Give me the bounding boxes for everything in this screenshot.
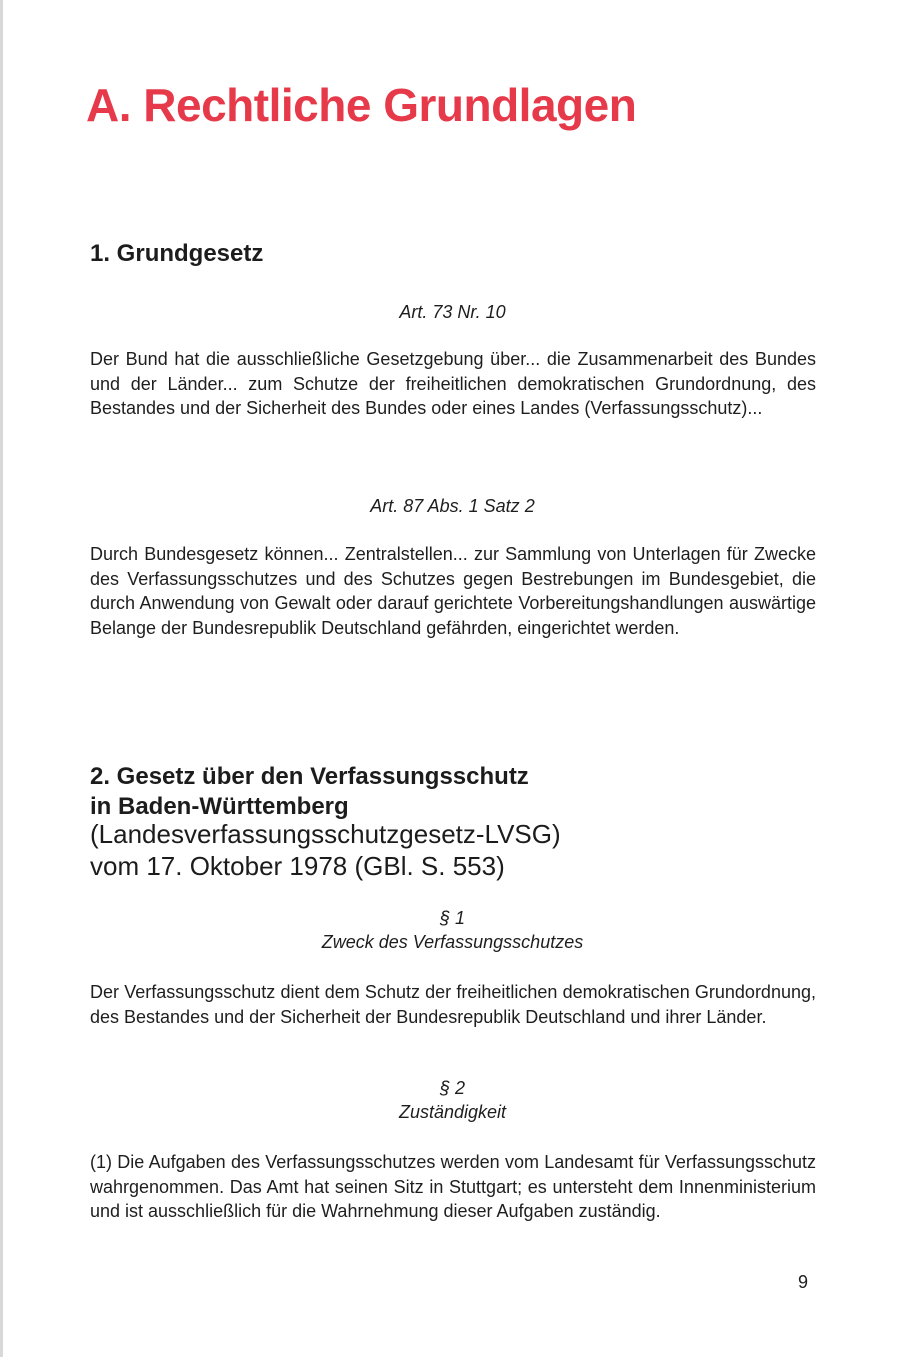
section-heading-lvsg: [90, 762, 529, 822]
paragraph-number: § 2: [439, 1078, 466, 1098]
law-subtitle-line: (Landesverfassungsschutzgesetz-LVSG): [90, 819, 561, 849]
paragraph-title: Zuständigkeit: [398, 1102, 507, 1122]
section-heading-line: in Baden-Württemberg: [90, 793, 349, 820]
law-subtitle-line: vom 17. Oktober 1978 (GBl. S. 553): [90, 851, 505, 881]
paragraph-title: Zweck des Verfassungsschutzes: [321, 932, 584, 952]
section-heading-grundgesetz: 1. Grundgesetz: [90, 240, 264, 267]
section-heading-line: 2. Gesetz über den Verfassungsschutz: [90, 763, 529, 790]
page-edge: [0, 0, 3, 1357]
law-subtitle: [90, 818, 561, 882]
chapter-title: A. Rechtliche Grundlagen: [86, 79, 637, 131]
page-number: 9: [798, 1272, 809, 1292]
paragraph-text: Der Verfassungsschutz dient dem Schutz der freiheitlichen demokratischen Grundordnung, des Bestandes und der Sicherheit der Bundesrepublik Deutschland und ihrer Länder.: [90, 982, 816, 1027]
article-text: Durch Bundesgesetz können... Zentralstellen... zur Sammlung von Unterlagen für Zwecke des Verfassungsschutzes und des Schutzes gegen Bestrebungen im Bundesgebiet, die durch Anwendung von Gewalt oder darauf gerichtete Vorbereitungshandlungen auswärtige Belange der Bundesrepublik Deutschland gefährden, eingerichtet werden.: [90, 544, 816, 638]
article-reference: Art. 73 Nr. 10: [399, 302, 506, 322]
paragraph-number: § 1: [439, 908, 466, 928]
paragraph-text: (1) Die Aufgaben des Verfassungsschutzes werden vom Landesamt für Verfassungsschutz wahrgenommen. Das Amt hat seinen Sitz in Stuttgart; es untersteht dem Innenministerium und ist ausschließlich für die Wahrnehmung dieser Aufgaben zuständig.: [90, 1152, 816, 1221]
article-reference: Art. 87 Abs. 1 Satz 2: [370, 496, 535, 516]
article-text: Der Bund hat die ausschließliche Gesetzgebung über... die Zusammenarbeit des Bundes und der Länder... zum Schutze der freiheitlichen demokratischen Grundordnung, des Bestandes und der Sicherheit des Bundes oder eines Landes (Verfassungsschutz)...: [90, 349, 816, 418]
